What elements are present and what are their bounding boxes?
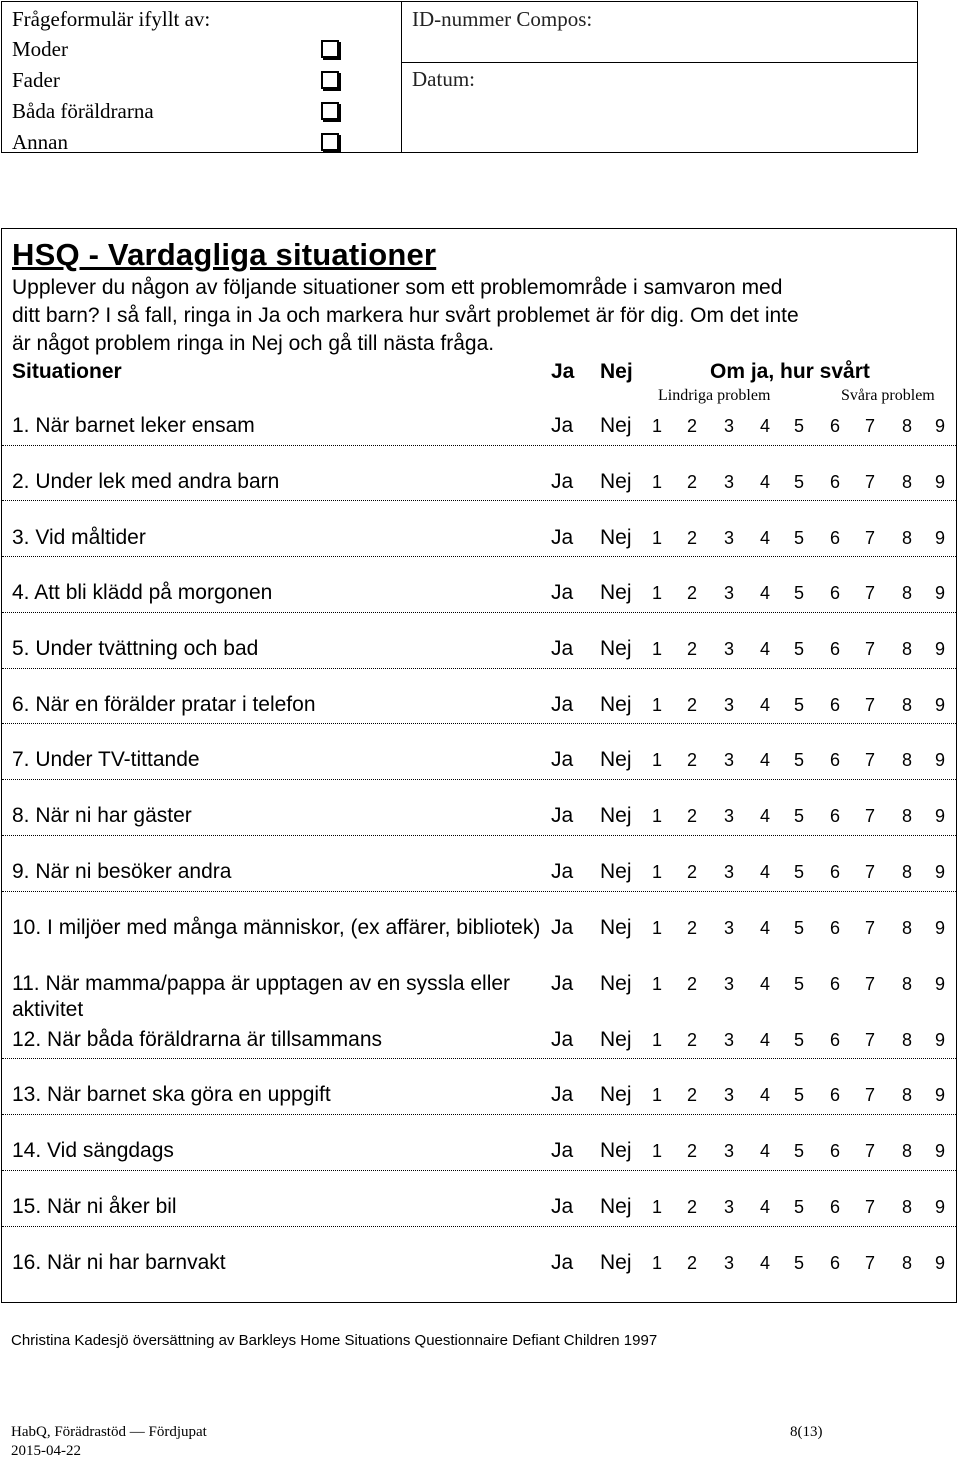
severity-option-9[interactable]: 9	[934, 528, 945, 548]
severity-option-3[interactable]: 3	[723, 806, 734, 826]
question-text: 1. När barnet leker ensam	[12, 414, 255, 437]
severity-option-5[interactable]: 5	[793, 974, 804, 994]
question-text: 4. Att bli klädd på morgonen	[12, 581, 273, 604]
severity-option-8[interactable]: 8	[901, 862, 912, 882]
severity-option-8[interactable]: 8	[901, 639, 912, 659]
severity-option-7[interactable]: 7	[864, 472, 875, 492]
severity-option-5[interactable]: 5	[793, 1253, 804, 1273]
severity-option-1[interactable]: 1	[651, 1197, 662, 1217]
severity-option-1[interactable]: 1	[651, 639, 662, 659]
severity-option-1[interactable]: 1	[651, 695, 662, 715]
severity-option-3[interactable]: 3	[723, 416, 734, 436]
severity-option-7[interactable]: 7	[864, 1141, 875, 1161]
answer-yes[interactable]: Ja	[551, 916, 574, 939]
row-divider	[2, 668, 956, 669]
severity-option-4[interactable]: 4	[759, 583, 770, 603]
severity-option-2[interactable]: 2	[686, 1253, 697, 1273]
row-divider	[2, 1114, 956, 1115]
column-situations: Situationer	[12, 360, 122, 383]
answer-yes[interactable]: Ja	[551, 860, 574, 883]
intro-line-3: är något problem ringa in Nej och gå till nästa fråga.	[12, 332, 495, 355]
severity-option-3[interactable]: 3	[723, 1030, 734, 1050]
option-mother-checkbox[interactable]	[321, 40, 339, 58]
answer-yes[interactable]: Ja	[551, 693, 574, 716]
severity-option-3[interactable]: 3	[723, 1085, 734, 1105]
severity-option-4[interactable]: 4	[759, 974, 770, 994]
severity-option-3[interactable]: 3	[723, 528, 734, 548]
severity-option-8[interactable]: 8	[901, 528, 912, 548]
severity-option-1[interactable]: 1	[651, 974, 662, 994]
severity-option-9[interactable]: 9	[934, 806, 945, 826]
severity-option-2[interactable]: 2	[686, 583, 697, 603]
intro-line-2: ditt barn? I så fall, ringa in Ja och markera hur svårt problemet är för dig. Om det inte	[12, 304, 799, 327]
question-text: 5. Under tvättning och bad	[12, 637, 259, 660]
severity-option-6[interactable]: 6	[829, 750, 840, 770]
row-divider	[2, 1170, 956, 1171]
scale-severe-caption: Svåra problem	[841, 387, 935, 404]
row-divider	[2, 500, 956, 501]
severity-option-9[interactable]: 9	[934, 750, 945, 770]
question-text: 12. När båda föräldrarna är tillsammans	[12, 1028, 383, 1051]
id-date-cell	[402, 2, 917, 152]
severity-option-7[interactable]: 7	[864, 1085, 875, 1105]
header-table	[1, 1, 918, 153]
divider	[402, 62, 917, 63]
severity-option-2[interactable]: 2	[686, 639, 697, 659]
date-field[interactable]: Datum:	[412, 67, 475, 91]
row-divider	[2, 1058, 956, 1059]
severity-option-4[interactable]: 4	[759, 750, 770, 770]
question-text: 11. När mamma/pappa är upptagen av en syssla eller aktivitet	[12, 972, 511, 1021]
severity-option-8[interactable]: 8	[901, 974, 912, 994]
row-divider	[2, 1226, 956, 1227]
footer-date: 2015-04-22	[11, 1443, 81, 1459]
severity-option-1[interactable]: 1	[651, 1030, 662, 1050]
answer-no[interactable]: Nej	[600, 1251, 632, 1274]
option-father-label: Fader	[12, 68, 60, 92]
column-no: Nej	[600, 360, 633, 383]
severity-option-8[interactable]: 8	[901, 1085, 912, 1105]
answer-yes[interactable]: Ja	[551, 748, 574, 771]
severity-option-3[interactable]: 3	[723, 695, 734, 715]
answer-no[interactable]: Nej	[600, 916, 632, 939]
severity-option-3[interactable]: 3	[723, 974, 734, 994]
severity-option-9[interactable]: 9	[934, 583, 945, 603]
severity-option-3[interactable]: 3	[723, 472, 734, 492]
scale-mild-caption: Lindriga problem	[658, 387, 771, 404]
severity-option-8[interactable]: 8	[901, 1197, 912, 1217]
question-text: 9. När ni besöker andra	[12, 860, 232, 883]
severity-option-8[interactable]: 8	[901, 806, 912, 826]
row-divider	[2, 891, 956, 892]
severity-option-9[interactable]: 9	[934, 1085, 945, 1105]
severity-option-7[interactable]: 7	[864, 1197, 875, 1217]
column-yes: Ja	[551, 360, 575, 383]
severity-option-4[interactable]: 4	[759, 1253, 770, 1273]
severity-option-6[interactable]: 6	[829, 974, 840, 994]
severity-option-1[interactable]: 1	[651, 1085, 662, 1105]
row-divider	[2, 445, 956, 446]
severity-option-2[interactable]: 2	[686, 1197, 697, 1217]
severity-option-1[interactable]: 1	[651, 1253, 662, 1273]
severity-option-4[interactable]: 4	[759, 862, 770, 882]
severity-option-3[interactable]: 3	[723, 639, 734, 659]
answer-no[interactable]: Nej	[600, 1028, 632, 1051]
severity-option-4[interactable]: 4	[759, 1030, 770, 1050]
answer-yes[interactable]: Ja	[551, 972, 574, 995]
option-other-checkbox[interactable]	[321, 133, 339, 151]
answer-no[interactable]: Nej	[600, 748, 632, 771]
severity-option-3[interactable]: 3	[723, 1141, 734, 1161]
severity-option-9[interactable]: 9	[934, 695, 945, 715]
severity-option-4[interactable]: 4	[759, 806, 770, 826]
severity-option-5[interactable]: 5	[793, 528, 804, 548]
severity-option-2[interactable]: 2	[686, 472, 697, 492]
severity-option-5[interactable]: 5	[793, 806, 804, 826]
answer-yes[interactable]: Ja	[551, 637, 574, 660]
severity-option-7[interactable]: 7	[864, 1253, 875, 1273]
option-father-checkbox[interactable]	[321, 71, 339, 89]
severity-option-6[interactable]: 6	[829, 1030, 840, 1050]
filled-by-label: Frågeformulär ifyllt av:	[12, 7, 211, 31]
severity-option-8[interactable]: 8	[901, 583, 912, 603]
question-text: 3. Vid måltider	[12, 526, 146, 549]
severity-option-5[interactable]: 5	[793, 695, 804, 715]
column-how-hard: Om ja, hur svårt	[710, 360, 870, 383]
severity-option-4[interactable]: 4	[759, 416, 770, 436]
severity-option-4[interactable]: 4	[759, 528, 770, 548]
severity-option-6[interactable]: 6	[829, 416, 840, 436]
severity-option-1[interactable]: 1	[651, 528, 662, 548]
severity-option-2[interactable]: 2	[686, 918, 697, 938]
severity-option-7[interactable]: 7	[864, 639, 875, 659]
answer-yes[interactable]: Ja	[551, 526, 574, 549]
severity-option-1[interactable]: 1	[651, 1141, 662, 1161]
severity-option-4[interactable]: 4	[759, 1141, 770, 1161]
severity-option-4[interactable]: 4	[759, 1085, 770, 1105]
severity-option-7[interactable]: 7	[864, 806, 875, 826]
question-text: 15. När ni åker bil	[12, 1195, 177, 1218]
severity-option-6[interactable]: 6	[829, 918, 840, 938]
question-text: 6. När en förälder pratar i telefon	[12, 693, 316, 716]
severity-option-6[interactable]: 6	[829, 1253, 840, 1273]
severity-option-4[interactable]: 4	[759, 695, 770, 715]
severity-option-2[interactable]: 2	[686, 1030, 697, 1050]
answer-no[interactable]: Nej	[600, 1083, 632, 1106]
severity-option-4[interactable]: 4	[759, 918, 770, 938]
severity-option-1[interactable]: 1	[651, 918, 662, 938]
severity-option-2[interactable]: 2	[686, 750, 697, 770]
severity-option-2[interactable]: 2	[686, 862, 697, 882]
severity-option-9[interactable]: 9	[934, 1197, 945, 1217]
severity-option-8[interactable]: 8	[901, 918, 912, 938]
severity-option-6[interactable]: 6	[829, 583, 840, 603]
answer-no[interactable]: Nej	[600, 1139, 632, 1162]
option-other-label: Annan	[12, 130, 68, 154]
answer-no[interactable]: Nej	[600, 693, 632, 716]
answer-yes[interactable]: Ja	[551, 581, 574, 604]
row-divider	[2, 723, 956, 724]
severity-option-5[interactable]: 5	[793, 1197, 804, 1217]
severity-option-4[interactable]: 4	[759, 639, 770, 659]
severity-option-7[interactable]: 7	[864, 974, 875, 994]
severity-option-1[interactable]: 1	[651, 583, 662, 603]
severity-option-2[interactable]: 2	[686, 528, 697, 548]
row-divider	[2, 835, 956, 836]
severity-option-5[interactable]: 5	[793, 1085, 804, 1105]
severity-option-9[interactable]: 9	[934, 639, 945, 659]
severity-option-6[interactable]: 6	[829, 1141, 840, 1161]
severity-option-7[interactable]: 7	[864, 918, 875, 938]
severity-option-8[interactable]: 8	[901, 1030, 912, 1050]
answer-yes[interactable]: Ja	[551, 1028, 574, 1051]
answer-no[interactable]: Nej	[600, 526, 632, 549]
severity-option-3[interactable]: 3	[723, 1197, 734, 1217]
severity-option-7[interactable]: 7	[864, 695, 875, 715]
row-divider	[2, 556, 956, 557]
severity-option-1[interactable]: 1	[651, 416, 662, 436]
severity-option-8[interactable]: 8	[901, 1253, 912, 1273]
answer-no[interactable]: Nej	[600, 637, 632, 660]
severity-option-6[interactable]: 6	[829, 806, 840, 826]
answer-no[interactable]: Nej	[600, 860, 632, 883]
severity-option-9[interactable]: 9	[934, 974, 945, 994]
answer-no[interactable]: Nej	[600, 470, 632, 493]
answer-no[interactable]: Nej	[600, 1195, 632, 1218]
severity-option-9[interactable]: 9	[934, 1253, 945, 1273]
severity-option-9[interactable]: 9	[934, 1141, 945, 1161]
severity-option-2[interactable]: 2	[686, 1141, 697, 1161]
questionnaire-box	[1, 228, 957, 1303]
answer-yes[interactable]: Ja	[551, 1251, 574, 1274]
severity-option-5[interactable]: 5	[793, 1141, 804, 1161]
severity-option-7[interactable]: 7	[864, 750, 875, 770]
severity-option-7[interactable]: 7	[864, 528, 875, 548]
severity-option-2[interactable]: 2	[686, 695, 697, 715]
answer-yes[interactable]: Ja	[551, 414, 574, 437]
question-text: 8. När ni har gäster	[12, 804, 192, 827]
question-text: 13. När barnet ska göra en uppgift	[12, 1083, 331, 1106]
answer-yes[interactable]: Ja	[551, 804, 574, 827]
option-mother-label: Moder	[12, 37, 68, 61]
answer-yes[interactable]: Ja	[551, 1195, 574, 1218]
severity-option-4[interactable]: 4	[759, 472, 770, 492]
form-title: HSQ - Vardagliga situationer	[12, 237, 437, 272]
severity-option-6[interactable]: 6	[829, 862, 840, 882]
severity-option-5[interactable]: 5	[793, 639, 804, 659]
question-text: 14. Vid sängdags	[12, 1139, 174, 1162]
severity-option-9[interactable]: 9	[934, 1030, 945, 1050]
severity-option-9[interactable]: 9	[934, 416, 945, 436]
id-number-field[interactable]: ID-nummer Compos:	[412, 7, 593, 31]
severity-option-3[interactable]: 3	[723, 862, 734, 882]
severity-option-6[interactable]: 6	[829, 1197, 840, 1217]
severity-option-5[interactable]: 5	[793, 472, 804, 492]
filled-by-cell	[2, 2, 402, 152]
severity-option-5[interactable]: 5	[793, 416, 804, 436]
severity-option-3[interactable]: 3	[723, 918, 734, 938]
answer-yes[interactable]: Ja	[551, 1083, 574, 1106]
severity-option-8[interactable]: 8	[901, 750, 912, 770]
severity-option-9[interactable]: 9	[934, 918, 945, 938]
intro-line-1: Upplever du någon av följande situationer som ett problemområde i samvaron med	[12, 276, 783, 299]
severity-option-6[interactable]: 6	[829, 695, 840, 715]
answer-no[interactable]: Nej	[600, 804, 632, 827]
severity-option-5[interactable]: 5	[793, 750, 804, 770]
answer-yes[interactable]: Ja	[551, 1139, 574, 1162]
severity-option-8[interactable]: 8	[901, 472, 912, 492]
severity-option-9[interactable]: 9	[934, 862, 945, 882]
footer-page-number: 8(13)	[790, 1424, 823, 1440]
severity-option-3[interactable]: 3	[723, 750, 734, 770]
severity-option-4[interactable]: 4	[759, 1197, 770, 1217]
footer-doc-title: HabQ, Förädrastöd — Fördjupat	[11, 1424, 207, 1440]
severity-option-7[interactable]: 7	[864, 862, 875, 882]
severity-option-9[interactable]: 9	[934, 472, 945, 492]
answer-no[interactable]: Nej	[600, 414, 632, 437]
severity-option-5[interactable]: 5	[793, 862, 804, 882]
severity-option-8[interactable]: 8	[901, 1141, 912, 1161]
severity-option-5[interactable]: 5	[793, 918, 804, 938]
severity-option-5[interactable]: 5	[793, 1030, 804, 1050]
question-text: 7. Under TV-tittande	[12, 748, 200, 771]
row-divider	[2, 779, 956, 780]
answer-no[interactable]: Nej	[600, 581, 632, 604]
severity-option-3[interactable]: 3	[723, 1253, 734, 1273]
question-text: 2. Under lek med andra barn	[12, 470, 280, 493]
severity-option-2[interactable]: 2	[686, 806, 697, 826]
severity-option-7[interactable]: 7	[864, 416, 875, 436]
severity-option-6[interactable]: 6	[829, 639, 840, 659]
severity-option-2[interactable]: 2	[686, 1085, 697, 1105]
translation-credit: Christina Kadesjö översättning av Barkleys Home Situations Questionnaire Defiant Children 1997	[11, 1332, 658, 1349]
answer-no[interactable]: Nej	[600, 972, 632, 995]
severity-option-6[interactable]: 6	[829, 472, 840, 492]
severity-option-1[interactable]: 1	[651, 472, 662, 492]
answer-yes[interactable]: Ja	[551, 470, 574, 493]
severity-option-8[interactable]: 8	[901, 416, 912, 436]
severity-option-1[interactable]: 1	[651, 806, 662, 826]
severity-option-7[interactable]: 7	[864, 583, 875, 603]
severity-option-2[interactable]: 2	[686, 974, 697, 994]
severity-option-6[interactable]: 6	[829, 528, 840, 548]
severity-option-3[interactable]: 3	[723, 583, 734, 603]
option-both-label: Båda föräldrarna	[12, 99, 154, 123]
severity-option-1[interactable]: 1	[651, 750, 662, 770]
severity-option-2[interactable]: 2	[686, 416, 697, 436]
option-both-checkbox[interactable]	[321, 102, 339, 120]
severity-option-5[interactable]: 5	[793, 583, 804, 603]
severity-option-8[interactable]: 8	[901, 695, 912, 715]
severity-option-7[interactable]: 7	[864, 1030, 875, 1050]
row-divider	[2, 612, 956, 613]
question-text: 10. I miljöer med många människor, (ex affärer, bibliotek)	[12, 916, 541, 939]
severity-option-1[interactable]: 1	[651, 862, 662, 882]
severity-option-6[interactable]: 6	[829, 1085, 840, 1105]
question-text: 16. När ni har barnvakt	[12, 1251, 226, 1274]
